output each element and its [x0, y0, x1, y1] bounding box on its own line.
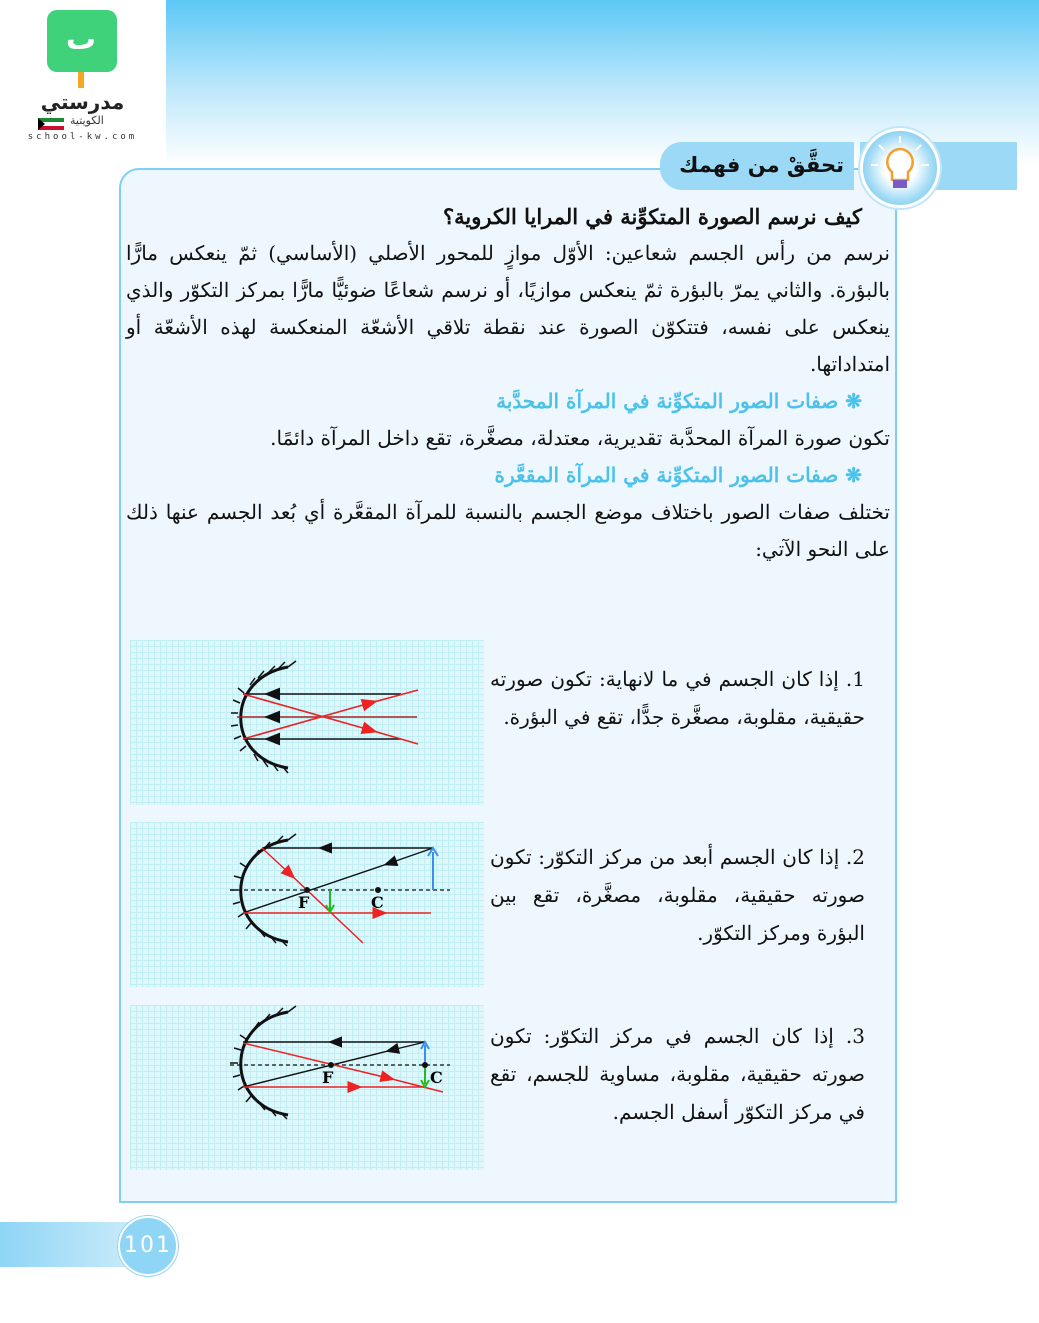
convex-heading: ❋ صفات الصور المتكوِّنة في المرآة المحدَّبة — [496, 389, 862, 413]
main-text — [126, 198, 890, 568]
case-2-text: 2. إذا كان الجسم أبعد من مركز التكوّر: تكون صورته حقيقية، مقلوبة، مصغَّرة، تقع بين البؤرة ومركز التكوّر. — [490, 845, 865, 945]
section-title: تحقَّقْ من فهمك — [660, 142, 854, 190]
concave-heading: ❋ صفات الصور المتكوِّنة في المرآة المقعَّرة — [494, 463, 862, 487]
logo-name: مدرستي — [40, 90, 125, 114]
intro-paragraph: نرسم من رأس الجسم شعاعين: الأوّل موازٍ للمحور الأصلي (الأساسي) ثمّ ينعكس مارًّا بالبؤرة. والثاني يمرّ بالبؤرة ثمّ ينعكس موازيًا، أو نرسم شعاعًا ضوئيًّا مارًّا بمركز التكوّر والذي ينعكس على نفسه، فتتكوّن الصورة عند نقطة تلاقي الأشعّة المنعكسة لهذه الأشعّة أو امتداداتها. — [126, 241, 890, 376]
logo-stem — [78, 72, 84, 88]
center-label: C — [371, 893, 384, 912]
question-heading: كيف نرسم الصورة المتكوِّنة في المرايا الكروية؟ — [442, 204, 862, 229]
diagram-beyond-center — [130, 822, 484, 987]
kuwait-flag-icon — [38, 118, 64, 130]
focus-label: F — [298, 893, 310, 912]
concave-text: تختلف صفات الصور باختلاف موضع الجسم بالنسبة للمرآة المقعَّرة أي بُعد الجسم عنها ذلك على النحو الآتي: — [126, 500, 890, 561]
logo — [20, 8, 145, 143]
center-label: C — [430, 1068, 443, 1087]
diagram-infinity — [130, 640, 484, 805]
case-3-text: 3. إذا كان الجسم في مركز التكوّر: تكون صورته حقيقية، مقلوبة، مساوية للجسم، تقع في مركز التكوّر أسفل الجسم. — [490, 1024, 865, 1124]
diagram-at-center — [130, 1005, 484, 1170]
logo-subtitle: الكويتية — [70, 114, 104, 127]
logo-smile-icon: ٮ — [65, 22, 97, 57]
logo-url: school-kw.com — [27, 132, 138, 142]
focus-label: F — [322, 1068, 334, 1087]
lightbulb-icon — [860, 128, 940, 208]
page-number: 101 — [118, 1216, 178, 1276]
convex-text: تكون صورة المرآة المحدَّبة تقديرية، معتدلة، مصغَّرة، تقع داخل المرآة دائمًا. — [270, 426, 890, 450]
case-1-text: 1. إذا كان الجسم في ما لانهاية: تكون صورته حقيقية، مقلوبة، مصغَّرة جدًّا، تقع في البؤرة. — [490, 667, 865, 729]
